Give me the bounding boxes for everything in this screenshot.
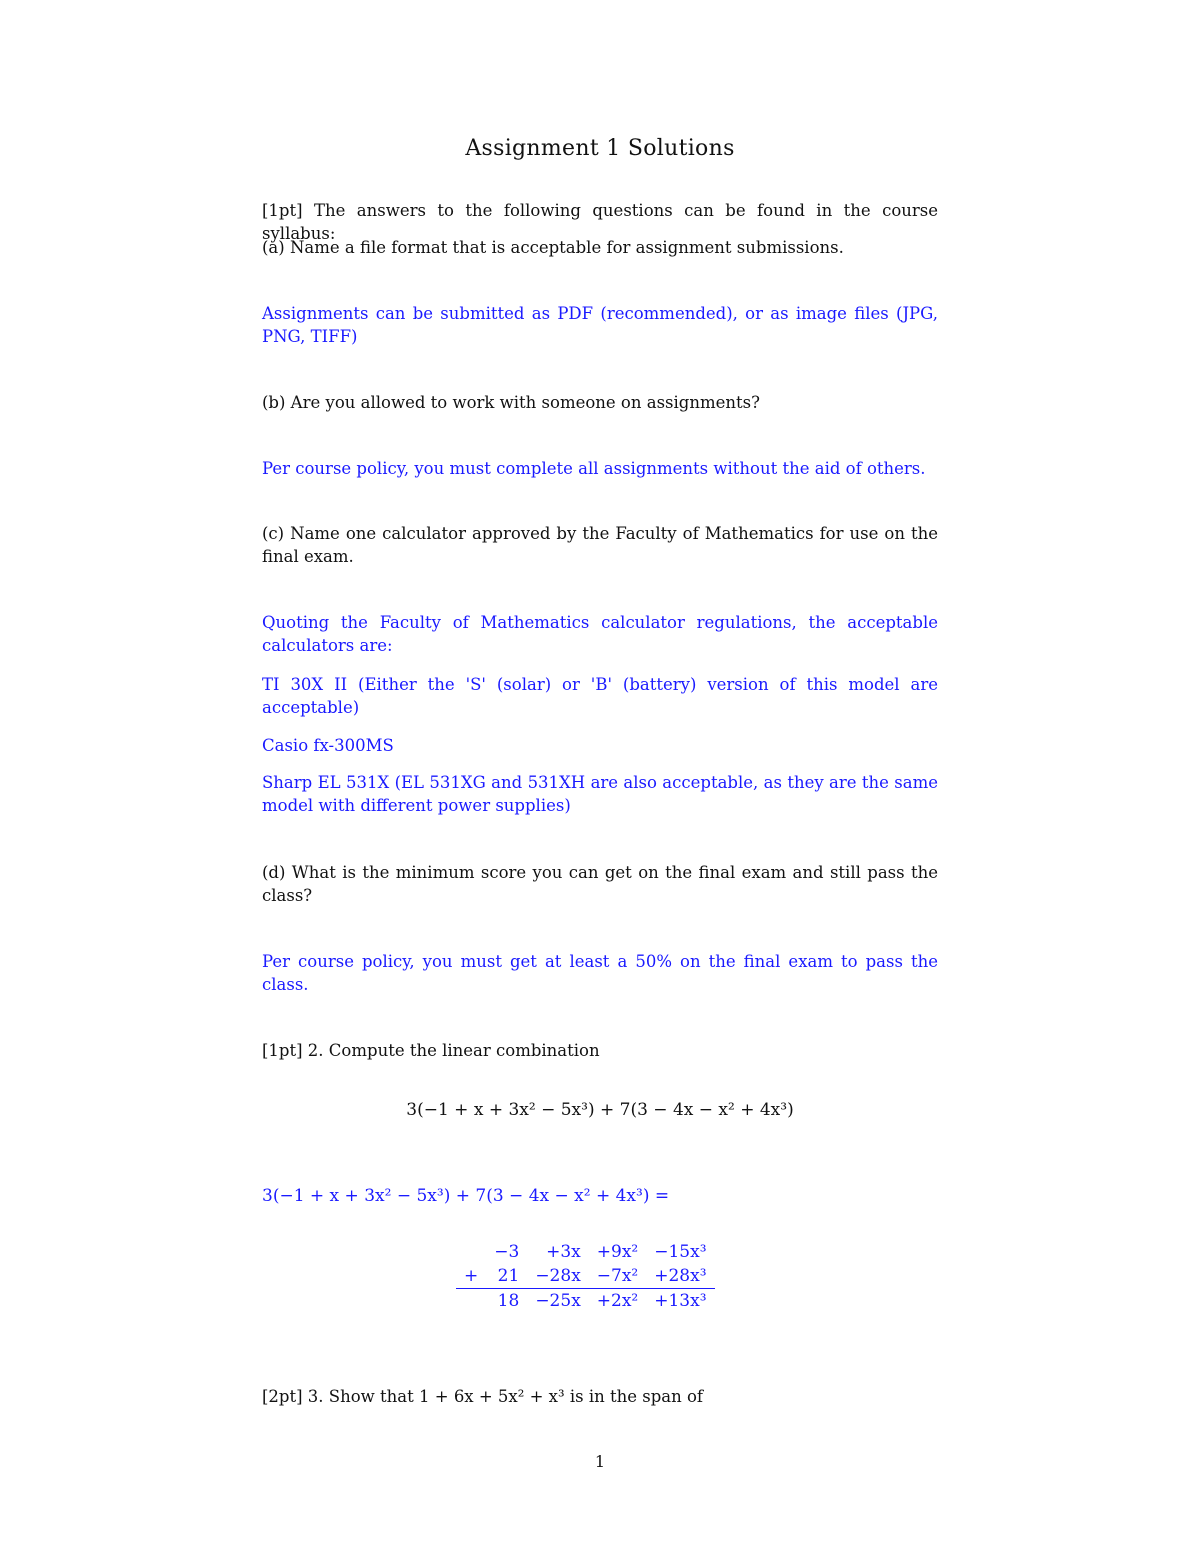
q1b-answer: Per course policy, you must complete all assignments without the aid of others. <box>262 459 926 478</box>
addition-cell: +9x² <box>596 1242 639 1262</box>
document-title: Assignment 1 Solutions <box>465 136 735 161</box>
addition-operator <box>456 1289 486 1314</box>
q1a-question: (a) Name a file format that is acceptable for assignment submissions. <box>262 238 844 257</box>
q2-answer-lead: 3(−1 + x + 3x² − 5x³) + 7(3 − 4x − x² + 4x³) = <box>262 1186 670 1206</box>
addition-operator: + <box>464 1266 479 1286</box>
addition-cell: +28x³ <box>654 1266 707 1286</box>
q1c-answer-calculator-3: Sharp EL 531X (EL 531XG and 531XH are also acceptable, as they are the same model with different power supplies) <box>262 773 938 815</box>
q2-addition-table <box>456 1240 715 1313</box>
q2-expression: 3(−1 + x + 3x² − 5x³) + 7(3 − 4x − x² + 4x³) <box>406 1100 794 1120</box>
addition-cell: −25x <box>527 1289 588 1314</box>
addition-cell: −28x <box>535 1266 581 1286</box>
q3-prompt: [2pt] 3. Show that 1 + 6x + 5x² + x³ is in the span of <box>262 1387 704 1406</box>
page-number: 1 <box>594 1452 606 1471</box>
addition-row <box>456 1264 715 1289</box>
q1d-answer: Per course policy, you must get at least a 50% on the final exam to pass the class. <box>262 952 938 994</box>
q1d-question: (d) What is the minimum score you can get on the final exam and still pass the class? <box>262 863 938 905</box>
addition-cell: −15x³ <box>654 1242 707 1262</box>
q1b-question: (b) Are you allowed to work with someone on assignments? <box>262 393 760 412</box>
q1c-answer-intro: Quoting the Faculty of Mathematics calculator regulations, the acceptable calculators are: <box>262 613 938 655</box>
q1-intro: [1pt] The answers to the following questions can be found in the course syllabus: <box>262 201 938 243</box>
addition-operator <box>456 1240 486 1264</box>
q2-prompt: [1pt] 2. Compute the linear combination <box>262 1041 600 1060</box>
addition-cell: 21 <box>497 1266 520 1286</box>
addition-cell: 18 <box>486 1289 527 1314</box>
addition-cell: −7x² <box>596 1266 639 1286</box>
addition-cell: +2x² <box>589 1289 646 1314</box>
addition-cell: −3 <box>494 1242 520 1262</box>
addition-row <box>456 1240 715 1264</box>
q1c-answer-calculator-2: Casio fx-300MS <box>262 736 394 755</box>
addition-sum-row <box>456 1289 715 1314</box>
q1c-answer-calculator-1: TI 30X II (Either the 'S' (solar) or 'B' (battery) version of this model are acceptable) <box>262 675 938 717</box>
q1c-question: (c) Name one calculator approved by the Faculty of Mathematics for use on the final exam. <box>262 524 938 566</box>
addition-cell: +13x³ <box>646 1289 714 1314</box>
q1a-answer: Assignments can be submitted as PDF (recommended), or as image files (JPG, PNG, TIFF) <box>262 304 938 346</box>
addition-cell: +3x <box>546 1242 581 1262</box>
